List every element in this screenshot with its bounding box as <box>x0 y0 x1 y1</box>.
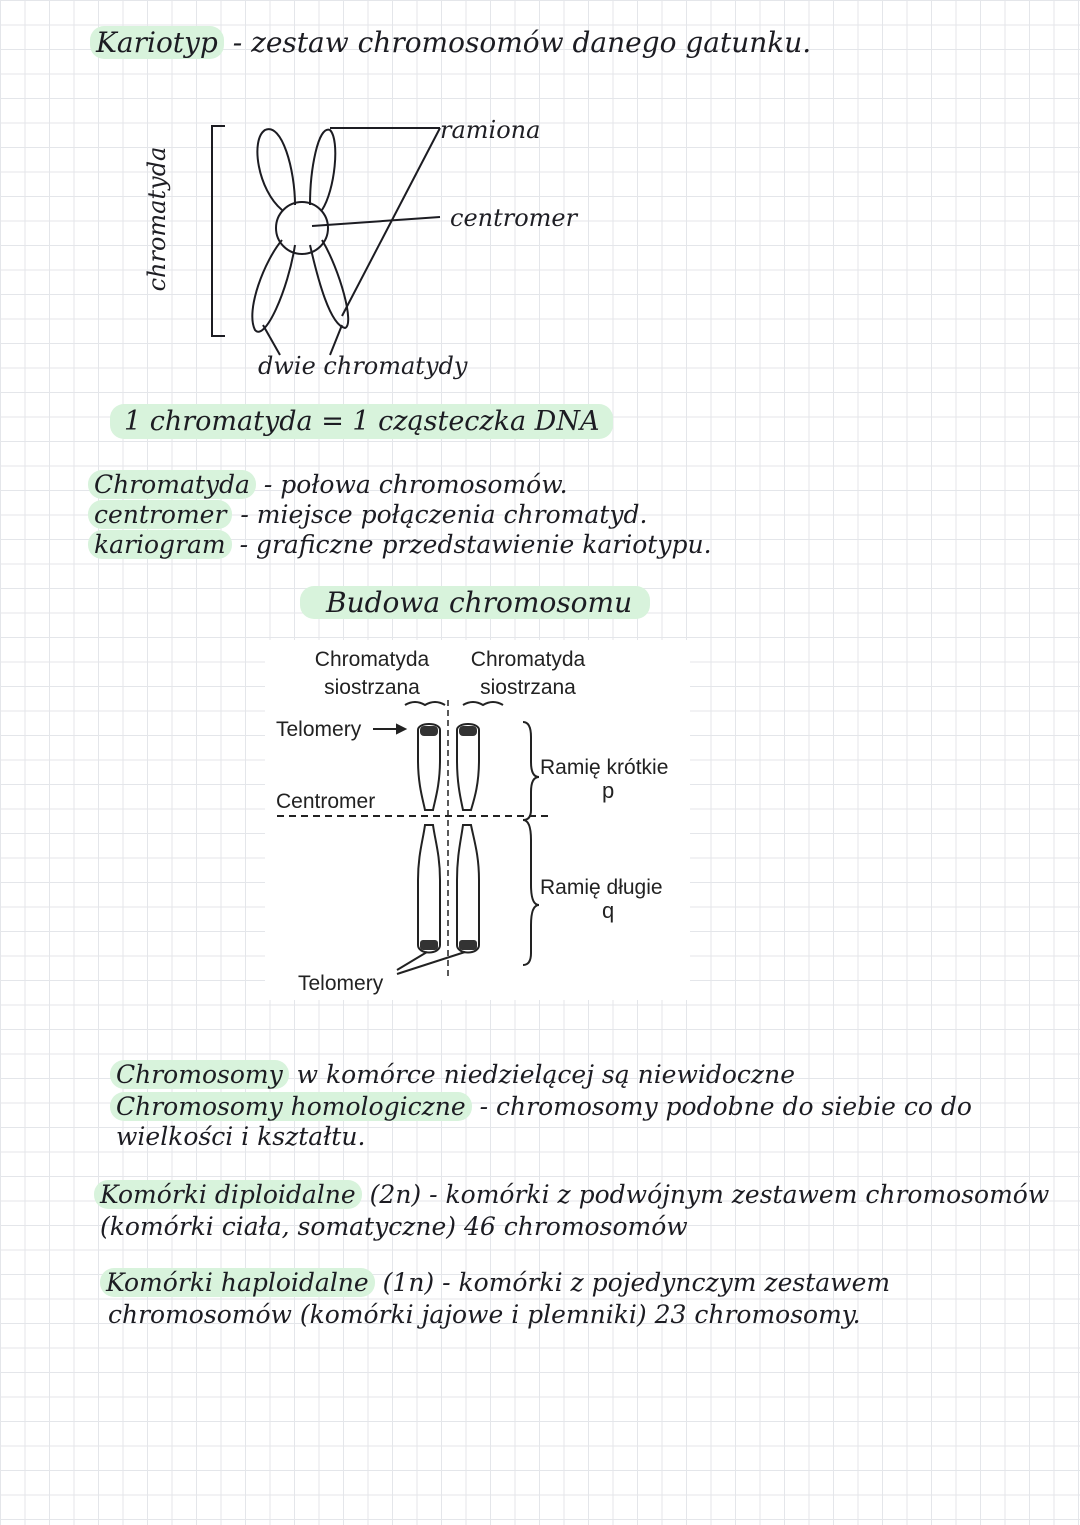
label-short-arm-symbol: p <box>602 778 615 803</box>
telomery-bottom-pointer <box>397 952 427 970</box>
diploid-line <box>94 1180 1049 1209</box>
label-short-arm: Ramię krótkie <box>540 756 669 779</box>
chromosomy-term: Chromosomy <box>110 1060 289 1089</box>
definition-term: Chromatyda <box>88 470 256 499</box>
section-title-text: Budowa chromosomu <box>300 586 650 619</box>
dwie-pointer-right <box>330 325 342 355</box>
kariotyp-term: Kariotyp <box>90 26 224 59</box>
note-line-3: wielkości i kształtu. <box>116 1122 366 1151</box>
chromatid-right-line1: Chromatyda <box>470 648 586 671</box>
definition-text: - graficzne przedstawienie kariotypu. <box>239 530 712 559</box>
telomere-cap <box>459 726 477 736</box>
haploid-text: (1n) - komórki z pojedynczym zestawem <box>382 1268 891 1297</box>
definition-row <box>88 500 647 529</box>
haploid-term: Komórki haploidalne <box>100 1268 375 1297</box>
label-long-arm: Ramię długie <box>540 876 663 899</box>
definition-term: kariogram <box>88 530 232 559</box>
kariotyp-dash: - <box>232 26 243 59</box>
label-telomery-top: Telomery <box>276 718 362 741</box>
chromatid-right-line2: siostrzana <box>480 676 576 699</box>
definition-text: - miejsce połączenia chromatyd. <box>240 500 648 529</box>
diploid-line-2: (komórki ciała, somatyczne) 46 chromosomów <box>100 1212 688 1241</box>
haploid-line-2: chromosomów (komórki jajowe i plemniki) 23 chromosomy. <box>108 1300 861 1329</box>
dwie-pointer-left <box>263 325 280 355</box>
title-line <box>90 26 811 59</box>
chromatid-right-lower <box>457 825 479 953</box>
homologiczne-term: Chromosomy homologiczne <box>110 1092 472 1121</box>
telomery-arrowhead <box>397 725 405 733</box>
equation-text: 1 chromatyda = 1 cząsteczka DNA <box>110 404 613 439</box>
chromatid-left-upper <box>418 724 440 810</box>
bracket <box>212 126 225 336</box>
sketch-arm-ll <box>252 240 295 332</box>
chromatid-left-line2: siostrzana <box>324 676 420 699</box>
telomere-cap <box>420 726 438 736</box>
label-centromer: centromer <box>450 204 578 232</box>
brace-left <box>405 702 445 705</box>
kariotyp-definition: zestaw chromosomów danego gatunku. <box>251 26 812 59</box>
note-line-2 <box>110 1092 972 1121</box>
label-dwie-chromatydy: dwie chromatydy <box>258 352 468 380</box>
section-title <box>300 586 650 619</box>
chromatid-left-line1: Chromatyda <box>314 648 430 671</box>
centromer-pointer <box>312 217 440 226</box>
chromosome-figure <box>265 640 685 1000</box>
label-telomery-bottom: Telomery <box>298 972 384 995</box>
label-chromatyda: chromatyda <box>143 146 171 292</box>
diploid-text: (2n) - komórki z podwójnym zestawem chromosomów <box>369 1180 1050 1209</box>
label-long-arm-symbol: q <box>602 898 615 923</box>
chromosomy-text: w komórce niedzielącej są niewidoczne <box>296 1060 795 1089</box>
homologiczne-text: - chromosomy podobne do siebie co do <box>479 1092 972 1121</box>
definition-row <box>88 530 712 559</box>
chromatid-right-upper <box>457 724 479 810</box>
note-line-1 <box>110 1060 795 1089</box>
haploid-line <box>100 1268 890 1297</box>
definition-text: - połowa chromosomów. <box>263 470 568 499</box>
sketch-arm-ur <box>310 130 335 210</box>
chromosome-sketch <box>170 110 630 390</box>
sketch-centromere <box>276 202 328 254</box>
brace-right <box>463 702 503 705</box>
equation <box>110 406 613 437</box>
label-ramiona: ramiona <box>440 116 541 144</box>
brace-long-arm <box>523 820 539 965</box>
sketch-arm-ul <box>257 129 295 210</box>
chromatid-left-lower <box>418 825 440 953</box>
brace-short-arm <box>523 722 539 820</box>
diploid-term: Komórki diploidalne <box>94 1180 362 1209</box>
label-centromer-figure: Centromer <box>276 790 376 813</box>
definition-row <box>88 470 568 499</box>
telomere-cap <box>420 940 438 950</box>
telomere-cap <box>459 940 477 950</box>
definition-term: centromer <box>88 500 232 529</box>
